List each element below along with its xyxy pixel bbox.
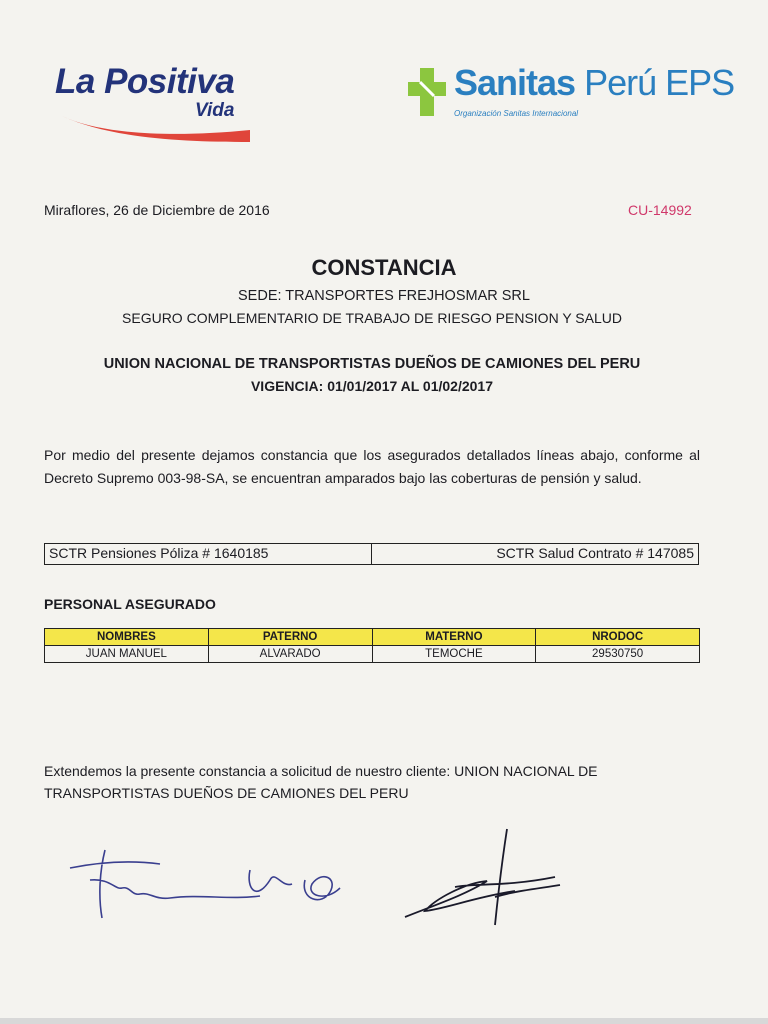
sanitas-logo-org: Organización Sanitas Internacional bbox=[454, 109, 579, 118]
policy-pensiones: SCTR Pensiones Póliza # 1640185 bbox=[45, 544, 372, 564]
personal-title: PERSONAL ASEGURADO bbox=[44, 596, 216, 612]
union-line: UNION NACIONAL DE TRANSPORTISTAS DUEÑOS DE CAMIONES DEL PERU bbox=[103, 356, 641, 372]
table-cell: ALVARADO bbox=[208, 646, 372, 663]
sanitas-cross-icon bbox=[408, 66, 448, 118]
table-cell: TEMOCHE bbox=[372, 646, 536, 663]
la-positiva-swoosh-icon bbox=[60, 112, 255, 146]
page-edge bbox=[0, 1018, 768, 1024]
document-code: CU-14992 bbox=[628, 202, 692, 218]
closing-paragraph: Extendemos la presente constancia a solicitud de nuestro cliente: UNION NACIONAL DE TRANSPORTISTAS DUEÑOS DE CAMIONES DEL PERU bbox=[44, 763, 598, 801]
table-cell: 29530750 bbox=[536, 646, 700, 663]
la-positiva-logo-name: La Positiva bbox=[55, 62, 235, 101]
sanitas-logo bbox=[408, 62, 735, 132]
personal-table bbox=[44, 628, 700, 663]
date-line: Miraflores, 26 de Diciembre de 2016 bbox=[44, 202, 270, 218]
column-header: PATERNO bbox=[208, 629, 372, 646]
sanitas-logo-name: Sanitas Perú EPS bbox=[454, 62, 735, 103]
la-positiva-logo bbox=[55, 62, 255, 147]
document-title: CONSTANCIA bbox=[311, 255, 457, 280]
body-paragraph: Por medio del presente dejamos constancia que los asegurados detallados líneas abajo, conforme al Decreto Supremo 003-98-SA, se encuentran amparados bajo las coberturas de pensión y salud. bbox=[44, 447, 700, 486]
table-row bbox=[45, 646, 700, 663]
column-header: NOMBRES bbox=[45, 629, 209, 646]
signature-1 bbox=[60, 840, 360, 930]
la-positiva-logo-sub: Vida bbox=[195, 100, 235, 121]
column-header: MATERNO bbox=[372, 629, 536, 646]
vigencia-line: VIGENCIA: 01/01/2017 AL 01/02/2017 bbox=[250, 378, 494, 394]
column-header: NRODOC bbox=[536, 629, 700, 646]
signature-2 bbox=[395, 825, 575, 935]
sede-line: SEDE: TRANSPORTES FREJHOSMAR SRL bbox=[238, 288, 530, 304]
table-header-row bbox=[45, 629, 700, 646]
table-cell: JUAN MANUEL bbox=[45, 646, 209, 663]
policy-salud: SCTR Salud Contrato # 147085 bbox=[496, 545, 694, 561]
policy-box bbox=[44, 543, 699, 565]
seguro-line: SEGURO COMPLEMENTARIO DE TRABAJO DE RIESGO PENSION Y SALUD bbox=[122, 310, 622, 326]
